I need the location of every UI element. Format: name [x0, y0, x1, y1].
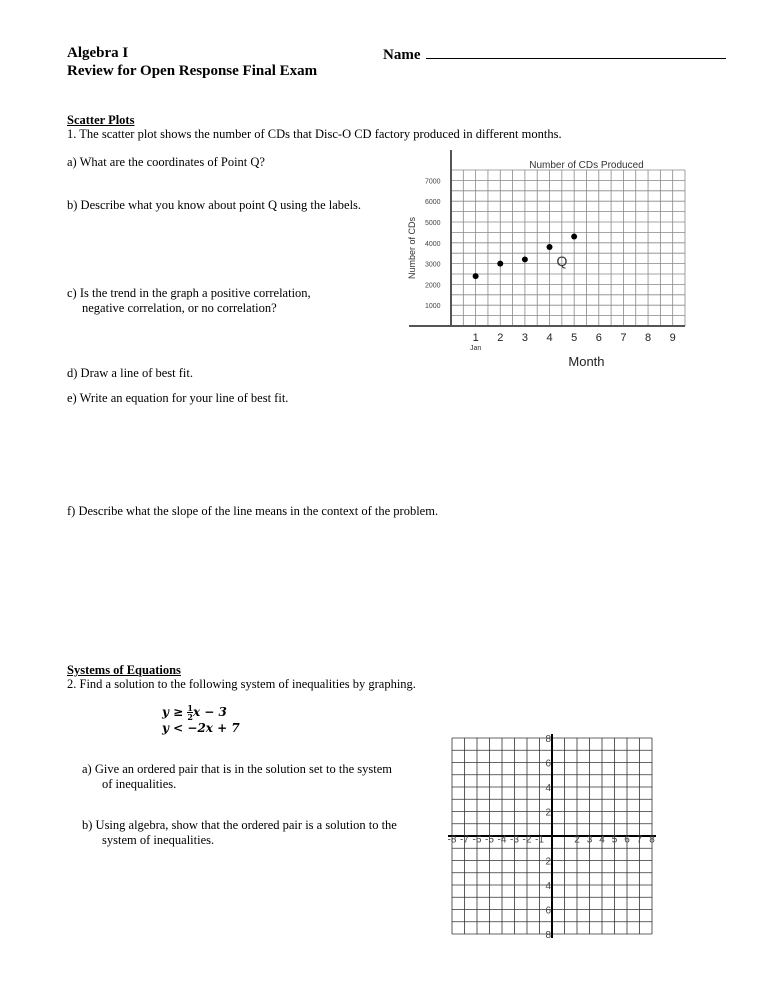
coordinate-x-tick-label: -1 — [535, 834, 544, 846]
scatter-y-axis-label: Number of CDs — [407, 216, 417, 280]
coordinate-y-tick-label: 4 — [545, 881, 551, 892]
scatter-x-tick-label: 6 — [595, 332, 602, 344]
coordinate-y-tick-label: 8 — [545, 930, 551, 940]
exam-subtitle: Review for Open Response Final Exam — [67, 63, 318, 79]
question-1c-line2: negative correlation, or no correlation? — [82, 301, 277, 315]
coordinate-y-tick-label: 8 — [545, 734, 551, 745]
coordinate-x-tick-label: 2 — [574, 834, 580, 846]
fraction-numerator: 1 — [187, 703, 193, 713]
scatter-x-tick-label: 4 — [546, 332, 553, 344]
scatter-x-tick-label: 5 — [571, 332, 578, 344]
scatter-axes — [409, 150, 685, 326]
question-1d: d) Draw a line of best fit. — [67, 366, 194, 380]
question-1e: e) Write an equation for your line of best fit. — [67, 391, 289, 405]
question-1c-line1: c) Is the trend in the graph a positive correlation, — [67, 286, 311, 300]
coordinate-grid[interactable] — [440, 728, 670, 940]
inequality-1-rhs: x − 3 — [192, 705, 227, 719]
coordinate-x-tick-label: -7 — [460, 834, 469, 846]
scatter-point — [522, 256, 528, 262]
scatter-x-tick-label: 2 — [497, 332, 504, 344]
coordinate-x-tick-label: 6 — [624, 834, 630, 846]
point-q-label: Q — [556, 252, 568, 269]
scatter-x-tick-label: 7 — [620, 332, 627, 344]
question-1b: b) Describe what you know about point Q using the labels. — [67, 198, 362, 212]
scatter-point — [547, 244, 553, 250]
coordinate-x-tick-label: -4 — [497, 834, 507, 846]
fraction-denominator: 2 — [187, 712, 193, 722]
coordinate-y-tick-label: 6 — [545, 758, 551, 770]
scatter-y-tick-label: 5000 — [425, 220, 441, 227]
coordinate-x-tick-label: -6 — [472, 834, 482, 846]
inequality-1 — [162, 704, 227, 721]
scatter-y-tick-label: 6000 — [425, 199, 441, 207]
cds-scatter-plot — [395, 148, 695, 378]
coordinate-x-tick-label: 7 — [636, 834, 643, 846]
question-2b-line2: system of inequalities. — [102, 833, 215, 847]
inequality-2: y < −2x + 7 — [162, 721, 240, 735]
systems-heading: Systems of Equations — [67, 663, 181, 677]
coordinate-x-tick-label: -8 — [447, 834, 457, 846]
scatter-point — [497, 261, 503, 267]
inequality-1-lhs: y ≥ — [162, 705, 188, 719]
coordinate-y-tick-label: 6 — [545, 905, 551, 917]
coordinate-y-tick-label: 2 — [545, 807, 551, 819]
coordinate-x-tick-label: -2 — [522, 834, 532, 846]
coordinate-x-tick-label: -3 — [510, 834, 519, 846]
coordinate-y-tick-label: 4 — [545, 783, 551, 794]
course-title: Algebra I — [67, 45, 129, 61]
scatter-x-tick-label: 9 — [669, 332, 676, 344]
coordinate-x-tick-label: -5 — [485, 834, 494, 846]
scatter-x-tick-label: 1 — [472, 332, 479, 344]
scatter-title: Number of CDs Produced — [529, 160, 644, 171]
scatter-x-axis-label: Month — [568, 354, 605, 369]
scatter-x-tick-label: 3 — [521, 332, 528, 344]
systems-intro: 2. Find a solution to the following system of inequalities by graphing. — [67, 677, 416, 691]
name-label: Name — [383, 47, 421, 63]
question-1a: a) What are the coordinates of Point Q? — [67, 155, 265, 169]
scatter-y-tick-label: 4000 — [425, 240, 441, 248]
question-2a-line1: a) Give an ordered pair that is in the solution set to the system — [82, 762, 392, 776]
scatter-grid — [451, 170, 685, 326]
scatter-y-tick-label: 7000 — [425, 178, 441, 186]
coordinate-x-tick-label: 4 — [599, 834, 605, 846]
scatter-y-tick-label: 2000 — [425, 282, 441, 290]
coordinate-x-tick-label: 8 — [649, 834, 655, 846]
scatter-x-tick-labels — [473, 332, 676, 344]
scatter-point — [473, 273, 479, 279]
scatter-y-tick-label: 3000 — [425, 261, 441, 269]
scatter-point — [571, 234, 577, 240]
name-blank-line[interactable] — [426, 44, 726, 59]
coordinate-x-tick-label: 3 — [586, 834, 593, 846]
name-field[interactable] — [383, 44, 726, 64]
scatter-x-sublabel-jan: Jan — [469, 345, 482, 352]
scatter-intro: 1. The scatter plot shows the number of CDs that Disc-O CD factory produced in different months. — [67, 127, 562, 141]
coordinate-y-tick-label: 2 — [545, 856, 551, 868]
scatter-heading: Scatter Plots — [67, 113, 135, 127]
question-2a-line2: of inequalities. — [102, 777, 177, 791]
question-1f: f) Describe what the slope of the line means in the context of the problem. — [67, 504, 439, 518]
coordinate-x-tick-label: 5 — [611, 834, 618, 846]
question-2b-line1: b) Using algebra, show that the ordered pair is a solution to the — [82, 818, 397, 832]
scatter-x-tick-label: 8 — [644, 332, 652, 344]
scatter-y-tick-labels — [425, 178, 441, 310]
scatter-y-tick-label: 1000 — [425, 303, 441, 311]
